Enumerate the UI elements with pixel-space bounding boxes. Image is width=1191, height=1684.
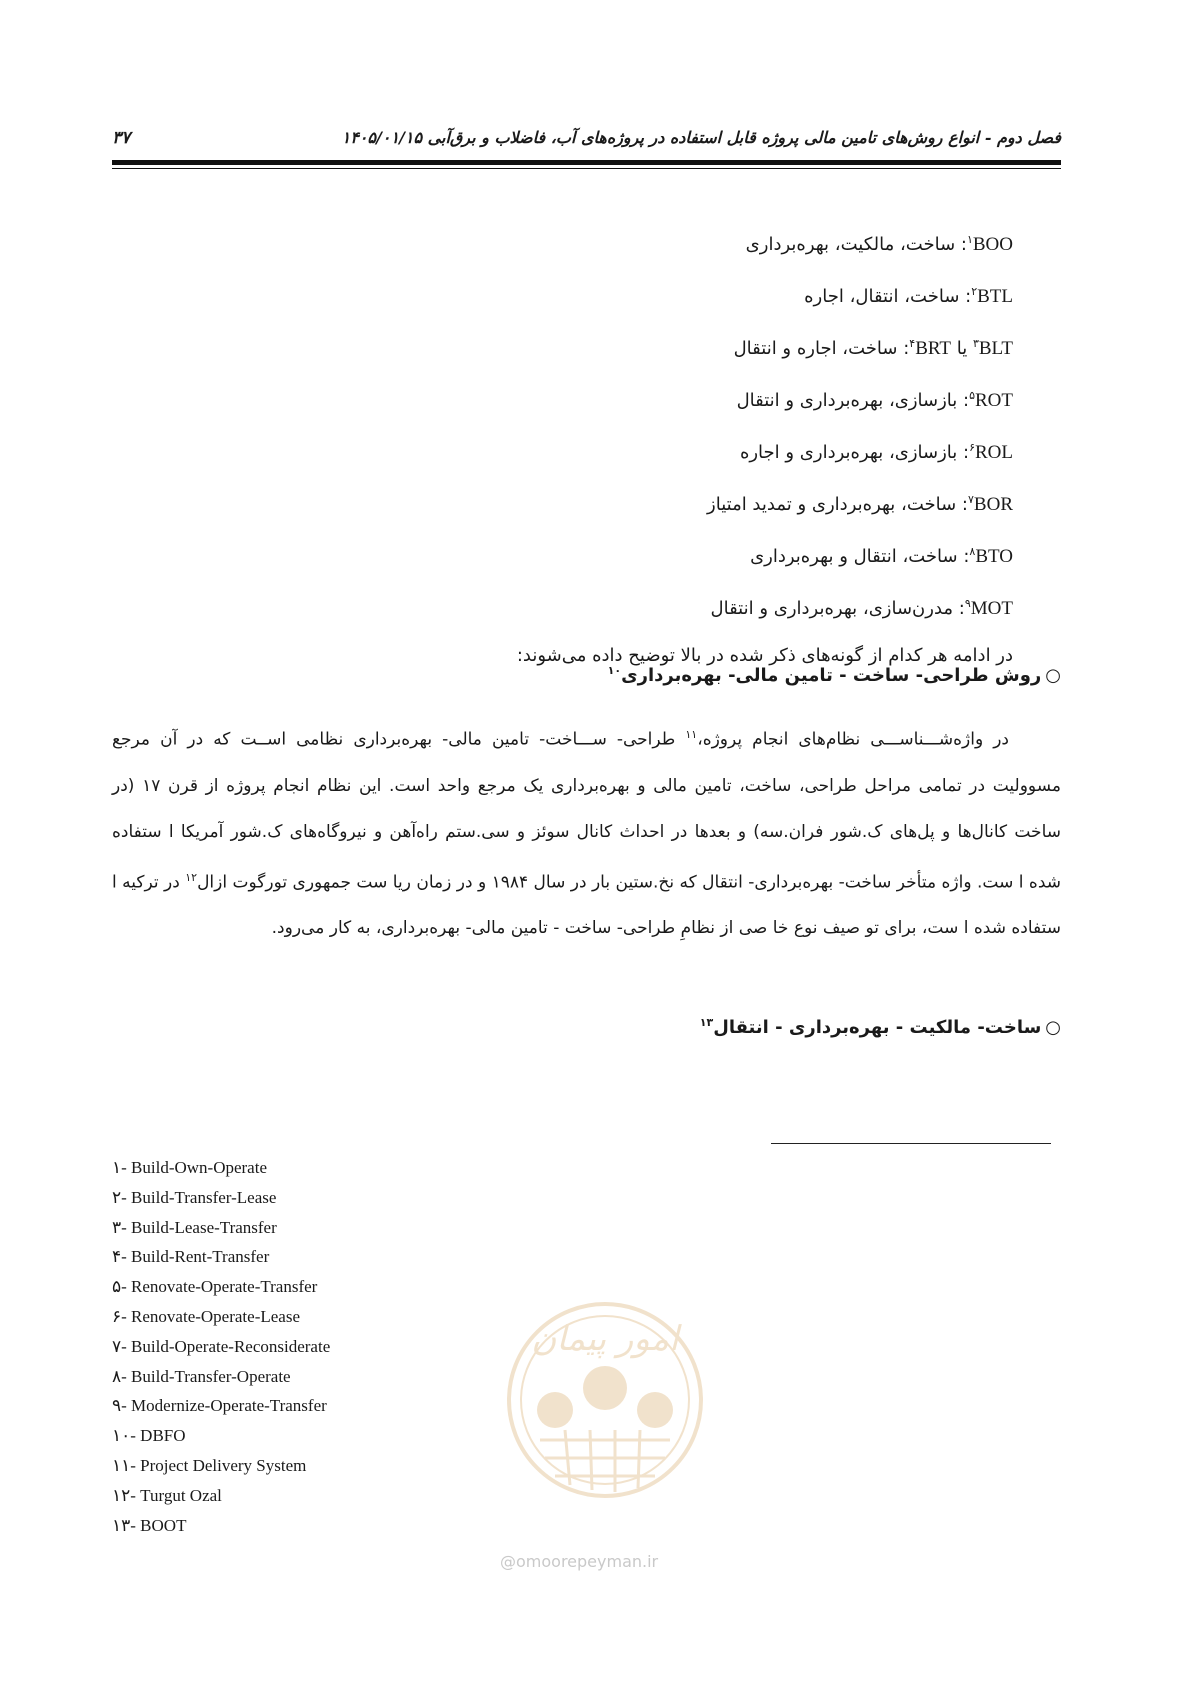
abbreviation-item <box>517 372 1013 424</box>
footnote: ۱- Build-Own-Operate <box>112 1158 268 1177</box>
footnote: ۶- Renovate-Operate-Lease <box>112 1306 300 1326</box>
abbreviation-code: BTO <box>975 546 1013 567</box>
section-title: روش طراحی- ساخت - تامین مالی- بهره‌برداری <box>621 665 1042 686</box>
footnote-ref: ۱۲ <box>185 870 198 884</box>
page-number: ۳۷ <box>112 128 131 148</box>
footnote-list <box>112 1153 330 1540</box>
footnote-ref: ۱۱ <box>685 728 698 741</box>
abbreviation-item <box>517 320 1013 372</box>
footnote-ref: ۶ <box>969 441 975 454</box>
section-heading <box>608 664 1061 686</box>
footnote-ref: ۷ <box>968 493 974 506</box>
abbreviation-desc: : ساخت، مالکیت، بهره‌برداری <box>745 234 967 255</box>
footnote: ۱۱- Project Delivery System <box>112 1455 307 1475</box>
abbreviation-desc: : ساخت، انتقال، اجاره <box>804 286 972 307</box>
footnote: ۱۰- DBFO <box>112 1426 186 1446</box>
abbreviation-code: BOR <box>973 494 1013 515</box>
gear-icon <box>537 1392 573 1428</box>
abbreviation-connector: یا <box>951 338 973 359</box>
footnote-ref: ۱۳ <box>699 1016 714 1029</box>
section-title: ساخت- مالکیت - بهره‌برداری - انتقال <box>713 1017 1042 1038</box>
paragraph-text: طراحی- ســـاخت- تامین مالی- بهره‌برداری نظامی اســت که در آن مرجع مسوولیت در تمامی مراحل طراحی، ساخت، تامین مالی و بهره‌برداری یک مرجع واحد است. این نظام انجام پروژه از قرن ۱۷ (در ساخت کانال‌ها و پل‌های ک.شور فران.سه) و بعدها در احداث کانال سوئز و سی.ستم راه‌آهن و نیروگاه‌های ک.شور آمریکا ا ستفاده شده ا ست. واژه متأخر ساخت- بهره‌برداری- انتقال که نخ.ستین بار در سال ۱۹۸۴ و در زمان ریا ست جمهوری تورگوت ازال <box>112 729 1061 893</box>
circle-bullet-icon: ○ <box>1045 1017 1061 1038</box>
paragraph-text: در واژه‌شـــناســـی نظام‌های انجام پروژه، <box>697 729 1009 750</box>
footnote-ref: ۹ <box>964 597 971 610</box>
logo-script-text: امور پیمان <box>531 1319 679 1359</box>
abbreviation-desc: : ساخت، انتقال و بهره‌برداری <box>750 546 970 567</box>
abbreviation-code: BOO <box>972 234 1013 255</box>
abbreviation-code: BTL <box>977 286 1013 307</box>
header-rule-thin <box>112 168 1061 169</box>
header-rule-thick <box>112 160 1061 165</box>
footnote-separator <box>771 1143 1051 1144</box>
footnote: ۳- Build-Lease-Transfer <box>112 1217 277 1237</box>
footnote-ref: ۸ <box>969 545 976 558</box>
abbreviation-code: BRT <box>915 338 951 359</box>
gear-icon <box>637 1392 673 1428</box>
abbreviation-desc: : ساخت، بهره‌برداری و تمدید امتیاز <box>707 494 968 515</box>
footnote: ۷- Build-Operate-Reconsiderate <box>112 1336 331 1356</box>
footnote: ۱۳- BOOT <box>112 1515 187 1535</box>
footnote-ref: ۱ <box>966 233 973 246</box>
intro-line: در ادامه هر کدام از گونه‌های ذکر شده در بالا توضیح داده می‌شوند: <box>516 645 1013 666</box>
abbreviation-item <box>517 424 1013 476</box>
footnote-ref: ۱۰ <box>607 664 622 677</box>
abbreviation-desc: : بازسازی، بهره‌برداری و انتقال <box>736 390 970 411</box>
gear-icon <box>583 1366 627 1410</box>
abbreviation-item <box>517 476 1013 528</box>
footnote-ref: ۵ <box>969 389 975 402</box>
circle-bullet-icon: ○ <box>1045 665 1061 686</box>
abbreviation-list <box>517 216 1013 679</box>
body-paragraph <box>112 712 1061 951</box>
abbreviation-item <box>517 216 1013 268</box>
watermark-logo <box>495 1270 715 1570</box>
footnote: ۵- Renovate-Operate-Transfer <box>112 1277 318 1297</box>
footnote: ۹- Modernize-Operate-Transfer <box>112 1396 327 1416</box>
abbreviation-desc: : ساخت، اجاره و انتقال <box>733 338 910 359</box>
abbreviation-item <box>517 580 1013 632</box>
abbreviation-code: MOT <box>970 598 1013 619</box>
footnote-ref: ۴ <box>909 337 916 350</box>
footnote: ۸- Build-Transfer-Operate <box>112 1366 291 1386</box>
section-heading <box>700 1016 1061 1038</box>
running-title: فصل دوم - انواع روش‌های تامین مالی پروژه قابل استفاده در پروژه‌های آب، فاضلاب و برق‌آبی ۱۴۰۵/۰۱/۱۵ <box>341 128 1061 147</box>
footnote-ref: ۲ <box>971 285 978 298</box>
abbreviation-item <box>517 268 1013 320</box>
abbreviation-desc: : بازسازی، بهره‌برداری و اجاره <box>739 442 970 463</box>
abbreviation-code: ROL <box>975 442 1013 463</box>
abbreviation-item <box>517 528 1013 580</box>
page-header <box>112 128 1061 158</box>
abbreviation-code: BLT <box>978 338 1013 359</box>
watermark-site-text: @omoorepeyman.ir <box>500 1552 659 1571</box>
paragraph-text: در ترکیه ا ستفاده شده ا ست، برای تو صیف نوع خا صی از نظامِ طراحی- ساخت - تامین مالی- بهره‌برداری، به کار می‌رود. <box>112 872 1061 939</box>
abbreviation-desc: : مدرن‌سازی، بهره‌برداری و انتقال <box>710 598 965 619</box>
footnote: ۴- Build-Rent-Transfer <box>112 1247 270 1267</box>
footnote-ref: ۳ <box>972 337 979 350</box>
footnote: ۲- Build-Transfer-Lease <box>112 1187 277 1207</box>
abbreviation-code: ROT <box>975 390 1013 411</box>
footnote: ۱۲- Turgut Ozal <box>112 1485 222 1505</box>
